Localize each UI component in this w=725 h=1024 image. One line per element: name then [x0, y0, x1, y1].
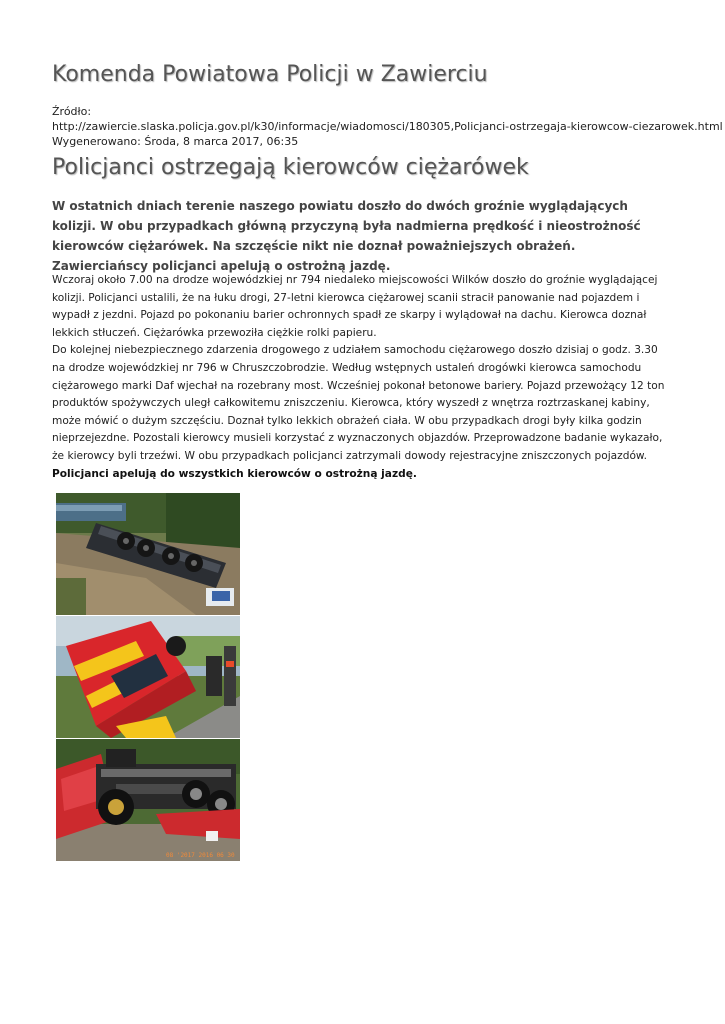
- accident-photo-1[interactable]: [56, 493, 240, 615]
- article-lead: W ostatnich dniach terenie naszego powiatu doszło do dwóch groźnie wyglądających kolizji. W obu przypadkach główną przyczyną była nadmierna prędkość i nieostrożność kierowców ciężarówek. Na szczęście nikt nie doznał poważniejszych obrażeń. Zawierciańscy policjanci apelują o ostrożną jazdę.: [52, 199, 641, 273]
- accident-photo-3[interactable]: [56, 739, 240, 861]
- source-url[interactable]: http://zawiercie.slaska.policja.gov.pl/k30/informacje/wiadomosci/180305,Policjanci-ostrzegaja-kierowcow-ciezarowek.html: [52, 120, 723, 133]
- article-paragraph-1: Wczoraj około 7.00 na drodze wojewódzkiej nr 794 niedaleko miejscowości Wilków doszło do groźnie wyglądającej kolizji. Policjanci ustalili, że na łuku drogi, 27-letni kierowca ciężarowej scanii stracił panowanie nad pojazdem i wypadł z jezdni. Pojazd po pokonaniu barier ochronnych spadł ze skarpy i wylądował na dachu. Kierowca doznał lekkich stłuczeń. Ciężarówka przewoziła ciężkie rolki papieru.: [52, 274, 658, 339]
- photo-gallery: [56, 493, 240, 862]
- source-label: Źródło:: [52, 105, 92, 118]
- article-title: Policjanci ostrzegają kierowców ciężarówek: [52, 155, 529, 180]
- accident-photo-2[interactable]: [56, 616, 240, 738]
- photo-timestamp: 08 '2017 2016 06 30: [166, 852, 235, 859]
- article-closing: Policjanci apelują do wszystkich kierowców o ostrożną jazdę.: [52, 467, 417, 480]
- article-paragraph-2: Do kolejnej niebezpiecznego zdarzenia drogowego z udziałem samochodu ciężarowego doszło dzisiaj o godz. 3.30 na drodze wojewódzkiej nr 796 w Chruszczobrodzie. Według wstępnych ustaleń drogówki kierowca samochodu ciężarowego marki Daf wjechał na rozebrany most. Wcześniej pokonał betonowe bariery. Pojazd przewożący 12 ton produktów spożywczych uległ całkowitemu zniszczeniu. Kierowca, który wyszedł z wnętrza roztrzaskanej kabiny, może mówić o dużym szczęściu. Doznał tylko lekkich obrażeń ciała. W obu przypadkach drogi były kilka godzin nieprzejezdne. Pozostali kierowcy musieli korzystać z wyznaczonych objazdów. Przeprowadzone badanie wykazało, że kierowcy byli trzeźwi. W obu przypadkach policjanci zatrzymali dowody rejestracyjne zniszczonych pojazdów.: [52, 344, 665, 462]
- source-meta: [52, 104, 723, 149]
- generated-date: Wygenerowano: Środa, 8 marca 2017, 06:35: [52, 135, 299, 148]
- site-title: Komenda Powiatowa Policji w Zawierciu: [52, 62, 488, 87]
- article-body: [52, 272, 672, 483]
